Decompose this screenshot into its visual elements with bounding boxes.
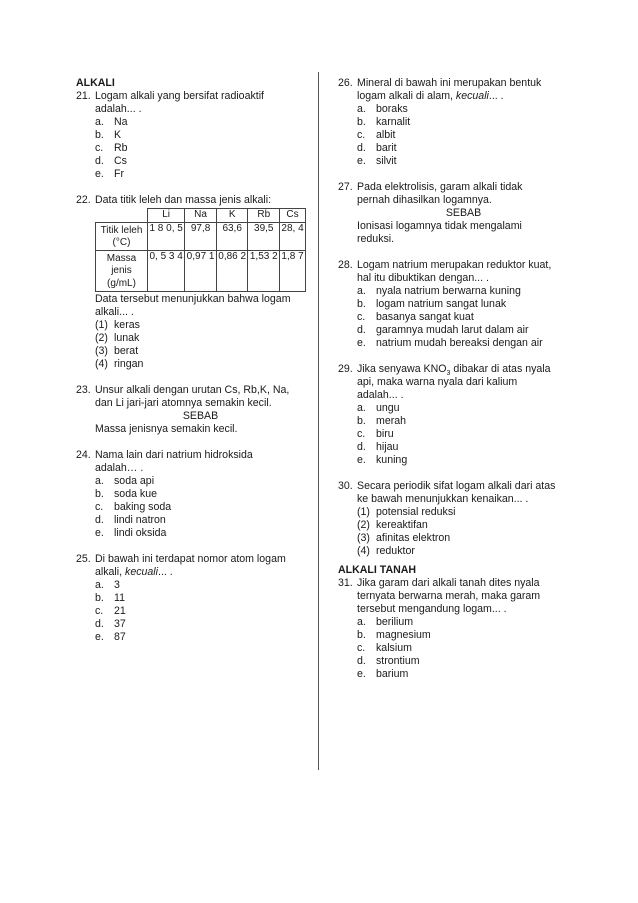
option-1: (1) potensial reduksi — [357, 506, 456, 518]
question-number: 27. — [338, 181, 353, 193]
table-row — [96, 222, 306, 250]
option-b: b. 11 — [95, 591, 125, 604]
question-text: Jika garam dari alkali tanah dites nyala — [357, 577, 540, 589]
table-cell: 1,53 2 — [248, 250, 280, 291]
question-26 — [338, 77, 570, 168]
question-text: Secara periodik sifat logam alkali dari atas — [357, 480, 556, 492]
table-header: Na — [185, 209, 217, 223]
left-column — [76, 77, 306, 657]
question-text: ke bawah menunjukkan kenaikan... . — [357, 493, 529, 505]
option-b: b. soda kue — [95, 487, 157, 500]
option-c: c. Rb — [95, 142, 128, 154]
sebab-label: SEBAB — [445, 207, 482, 219]
question-text: reduksi. — [357, 233, 395, 245]
question-text: Data titik leleh dan massa jenis alkali: — [95, 194, 272, 206]
question-text: Massa jenisnya semakin kecil. — [95, 422, 238, 435]
option-a: a. boraks — [357, 103, 408, 115]
option-d: d. lindi natron — [95, 513, 166, 526]
question-22 — [76, 194, 306, 371]
option-c: c. kalsium — [357, 642, 412, 654]
question-number: 25. — [76, 552, 91, 565]
section-title-alkali: ALKALI — [76, 77, 115, 89]
right-column — [338, 77, 570, 694]
option-3: (3) afinitas elektron — [357, 532, 451, 544]
option-2: (2) lunak — [95, 331, 140, 344]
sebab-label: SEBAB — [182, 409, 219, 422]
table-cell: 0,86 2 — [216, 250, 248, 291]
question-text: alkali... . — [95, 305, 134, 318]
question-text: api, maka warna nyala dari kalium — [357, 376, 518, 388]
table-header: Cs — [280, 209, 306, 223]
question-number: 29. — [338, 363, 353, 375]
option-2: (2) kereaktifan — [357, 519, 428, 531]
question-23 — [76, 384, 306, 436]
option-b: b. logam natrium sangat lunak — [357, 298, 507, 310]
table-corner — [96, 209, 148, 223]
question-text: Ionisasi logamnya tidak mengalami — [357, 220, 522, 232]
question-text: Jika senyawa $KNO_3$ dibakar di atas nyala — [357, 363, 551, 378]
table-header: Li — [148, 209, 185, 223]
option-1: (1) keras — [95, 318, 140, 331]
option-d: d. hijau — [357, 441, 399, 453]
question-text: Logam alkali yang bersifat radioaktif — [95, 90, 265, 102]
question-number: 23. — [76, 383, 91, 396]
question-text: Pada elektrolisis, garam alkali tidak — [357, 181, 523, 193]
table-cell: 63,6 — [216, 222, 248, 250]
question-text: tersebut mengandung logam... . — [357, 603, 507, 615]
table-row — [96, 250, 306, 291]
option-c: c. baking soda — [95, 500, 172, 513]
question-text: alkali, kecuali... . — [95, 565, 173, 578]
option-a: a. 3 — [95, 578, 120, 591]
row-label: Massa jenis (g/mL) — [96, 250, 148, 291]
kecuali-emphasis: kecuali — [455, 90, 489, 102]
question-27 — [338, 181, 570, 246]
melting-density-table — [95, 208, 306, 292]
option-c: c. biru — [357, 428, 394, 440]
question-30 — [338, 480, 570, 558]
option-d: d. garamnya mudah larut dalam air — [357, 324, 529, 336]
question-number: 26. — [338, 77, 353, 89]
table-cell: 0,97 1 — [185, 250, 217, 291]
question-number: 28. — [338, 259, 353, 271]
option-a: a. berilium — [357, 616, 414, 628]
question-text: hal itu dibuktikan dengan... . — [357, 272, 489, 284]
option-e: e. lindi oksida — [95, 526, 167, 539]
question-text: Nama lain dari natrium hidroksida — [95, 448, 253, 461]
question-text: dan Li jari-jari atomnya semakin kecil. — [95, 396, 272, 409]
table-cell: 1,8 7 — [280, 250, 306, 291]
option-e: e. kuning — [357, 454, 408, 466]
table-cell: 39,5 — [248, 222, 280, 250]
question-text: Data tersebut menunjukkan bahwa logam — [95, 292, 291, 305]
row-label: Titik leleh (°C) — [96, 222, 148, 250]
column-divider — [318, 72, 319, 770]
option-d: d. 37 — [95, 617, 126, 630]
option-a: a. ungu — [357, 402, 400, 414]
option-b: b. K — [95, 129, 122, 141]
option-a: a. soda api — [95, 474, 155, 487]
table-cell: 28, 4 — [280, 222, 306, 250]
option-c: c. basanya sangat kuat — [357, 311, 474, 323]
option-e: e. natrium mudah bereaksi dengan air — [357, 337, 543, 349]
question-29 — [338, 363, 570, 467]
option-b: b. karnalit — [357, 116, 411, 128]
question-number: 31. — [338, 577, 353, 589]
question-number: 22. — [76, 194, 91, 206]
kecuali-emphasis: kecuali — [125, 565, 159, 578]
option-b: b. magnesium — [357, 629, 431, 641]
option-e: e. 87 — [95, 630, 126, 643]
table-cell: 1 8 0, 5 — [148, 222, 185, 250]
option-e: e. barium — [357, 668, 409, 680]
table-cell: 0, 5 3 4 — [148, 250, 185, 291]
question-number: 30. — [338, 480, 353, 492]
table-header: K — [216, 209, 248, 223]
option-4: (4) reduktor — [357, 545, 415, 557]
option-d: d. strontium — [357, 655, 420, 667]
question-text: ternyata berwarna merah, maka garam — [357, 590, 541, 602]
question-text: Logam natrium merupakan reduktor kuat, — [357, 259, 552, 271]
question-25 — [76, 553, 306, 644]
section-title-alkali-tanah: ALKALI TANAH — [338, 564, 417, 576]
question-text: adalah… . — [95, 461, 144, 474]
question-text: logam alkali di alam, kecuali... . — [357, 90, 504, 102]
option-d: d. Cs — [95, 155, 127, 167]
table-header: Rb — [248, 209, 280, 223]
question-31 — [338, 577, 570, 681]
option-b: b. merah — [357, 415, 407, 427]
option-e: e. silvit — [357, 155, 397, 167]
option-4: (4) ringan — [95, 357, 144, 370]
option-a: a. Na — [95, 116, 128, 128]
subscript-3: 3 — [446, 370, 451, 378]
table-cell: 97,8 — [185, 222, 217, 250]
option-3: (3) berat — [95, 344, 139, 357]
question-text: adalah... . — [95, 103, 142, 115]
question-number: 24. — [76, 448, 91, 461]
option-c: c. albit — [357, 129, 396, 141]
question-text: adalah... . — [357, 389, 404, 401]
question-number: 21. — [76, 90, 91, 102]
question-21 — [76, 90, 306, 181]
question-text: Di bawah ini terdapat nomor atom logam — [95, 552, 286, 565]
option-a: a. nyala natrium berwarna kuning — [357, 285, 521, 297]
question-text: Mineral di bawah ini merupakan bentuk — [357, 77, 542, 89]
question-24 — [76, 449, 306, 540]
option-e: e. Fr — [95, 168, 124, 180]
option-d: d. barit — [357, 142, 397, 154]
question-text: pernah dihasilkan logamnya. — [357, 194, 492, 206]
question-text: Unsur alkali dengan urutan Cs, Rb,K, Na, — [95, 383, 290, 396]
question-28 — [338, 259, 570, 350]
option-c: c. 21 — [95, 604, 126, 617]
